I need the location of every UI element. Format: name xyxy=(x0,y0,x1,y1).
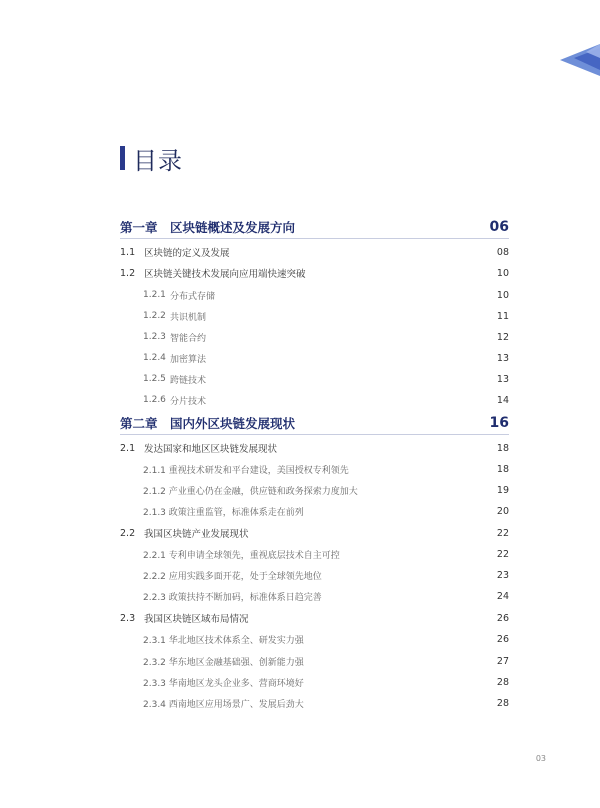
toc-subsection[interactable] xyxy=(0,501,600,521)
subsection-page: 23 xyxy=(496,569,509,581)
toc-subsection[interactable] xyxy=(0,348,600,368)
subsection-page: 22 xyxy=(496,548,509,560)
toc-section[interactable] xyxy=(0,438,600,458)
subsection-page: 20 xyxy=(496,505,509,517)
heading-accent-bar xyxy=(120,146,125,170)
section-number: 2.1 xyxy=(120,442,136,454)
subsection-title: 2.2.3 政策扶持不断加码，标准体系日趋完善 xyxy=(143,592,322,603)
subsection-page: 28 xyxy=(496,697,509,709)
toc-section[interactable] xyxy=(0,263,600,283)
section-title: 发达国家和地区区块链发展现状 xyxy=(144,444,278,455)
toc-subsection[interactable] xyxy=(0,480,600,500)
toc-subsection[interactable] xyxy=(0,369,600,389)
section-number: 2.2 xyxy=(120,527,136,539)
toc-subsection[interactable] xyxy=(0,629,600,649)
page-title: 目录 xyxy=(133,146,183,175)
subsection-page: 26 xyxy=(496,633,509,645)
subsection-page: 18 xyxy=(496,463,509,475)
subsection-title: 分片技术 xyxy=(170,396,207,407)
chapter-title: 第一章 区块链概述及发展方向 xyxy=(120,220,296,235)
subsection-page: 24 xyxy=(496,590,509,602)
subsection-page: 14 xyxy=(496,394,509,406)
section-number: 1.2 xyxy=(120,267,136,279)
section-title: 区块链关键技术发展向应用端快速突破 xyxy=(144,269,306,280)
section-page: 18 xyxy=(496,442,509,454)
subsection-title: 2.1.1 重视技术研发和平台建设，美国授权专利领先 xyxy=(143,465,349,476)
page-number: 03 xyxy=(535,754,546,763)
toc-subsection[interactable] xyxy=(0,544,600,564)
section-number: 2.3 xyxy=(120,612,136,624)
toc-section[interactable] xyxy=(0,608,600,628)
toc-subsection[interactable] xyxy=(0,693,600,713)
chapter-divider xyxy=(120,434,509,435)
section-number: 1.1 xyxy=(120,246,136,258)
section-page: 26 xyxy=(496,612,509,624)
section-page: 08 xyxy=(496,246,509,258)
subsection-page: 27 xyxy=(496,655,509,667)
subsection-page: 13 xyxy=(496,373,509,385)
subsection-title: 2.3.1 华北地区技术体系全、研发实力强 xyxy=(143,635,304,646)
toc-chapter-1[interactable] xyxy=(0,214,600,240)
subsection-title: 2.3.2 华东地区金融基础强、创新能力强 xyxy=(143,657,304,668)
toc-section[interactable] xyxy=(0,242,600,262)
subsection-title: 2.1.2 产业重心仍在金融，供应链和政务探索力度加大 xyxy=(143,486,358,497)
subsection-number: 1.2.2 xyxy=(143,311,166,321)
toc-subsection[interactable] xyxy=(0,306,600,326)
corner-triangle-graphic xyxy=(0,0,600,120)
toc-subsection[interactable] xyxy=(0,459,600,479)
subsection-number: 1.2.5 xyxy=(143,374,166,384)
subsection-page: 19 xyxy=(496,484,509,496)
subsection-title: 加密算法 xyxy=(170,354,207,365)
subsection-title: 2.3.4 西南地区应用场景广、发展后劲大 xyxy=(143,699,304,710)
toc-subsection[interactable] xyxy=(0,672,600,692)
subsection-title: 2.2.2 应用实践多面开花，处于全球领先地位 xyxy=(143,571,322,582)
subsection-title: 2.2.1 专利申请全球领先，重视底层技术自主可控 xyxy=(143,550,340,561)
toc-subsection[interactable] xyxy=(0,586,600,606)
toc-subsection[interactable] xyxy=(0,327,600,347)
subsection-page: 28 xyxy=(496,676,509,688)
section-page: 10 xyxy=(496,267,509,279)
section-title: 区块链的定义及发展 xyxy=(144,248,230,259)
subsection-title: 智能合约 xyxy=(170,333,207,344)
subsection-page: 10 xyxy=(496,289,509,301)
toc-section[interactable] xyxy=(0,523,600,543)
subsection-title: 跨链技术 xyxy=(170,375,207,386)
subsection-page: 11 xyxy=(496,310,509,322)
subsection-number: 1.2.1 xyxy=(143,290,166,300)
chapter-page: 06 xyxy=(489,219,509,235)
chapter-page: 16 xyxy=(489,415,509,431)
section-title: 我国区块链区域布局情况 xyxy=(144,614,249,625)
subsection-number: 1.2.6 xyxy=(143,395,166,405)
chapter-divider xyxy=(120,238,509,239)
toc-subsection[interactable] xyxy=(0,390,600,410)
chapter-title: 第二章 国内外区块链发展现状 xyxy=(120,416,296,431)
subsection-title: 2.3.3 华南地区龙头企业多、营商环境好 xyxy=(143,678,304,689)
toc-subsection[interactable] xyxy=(0,285,600,305)
toc-heading xyxy=(120,144,183,175)
subsection-number: 1.2.4 xyxy=(143,353,166,363)
toc-subsection[interactable] xyxy=(0,565,600,585)
subsection-title: 2.1.3 政策注重监管，标准体系走在前列 xyxy=(143,507,304,518)
toc-chapter-2[interactable] xyxy=(0,410,600,436)
toc-subsection[interactable] xyxy=(0,651,600,671)
section-title: 我国区块链产业发展现状 xyxy=(144,529,249,540)
subsection-page: 12 xyxy=(496,331,509,343)
subsection-title: 分布式存储 xyxy=(170,291,216,302)
subsection-title: 共识机制 xyxy=(170,312,207,323)
subsection-page: 13 xyxy=(496,352,509,364)
section-page: 22 xyxy=(496,527,509,539)
subsection-number: 1.2.3 xyxy=(143,332,166,342)
